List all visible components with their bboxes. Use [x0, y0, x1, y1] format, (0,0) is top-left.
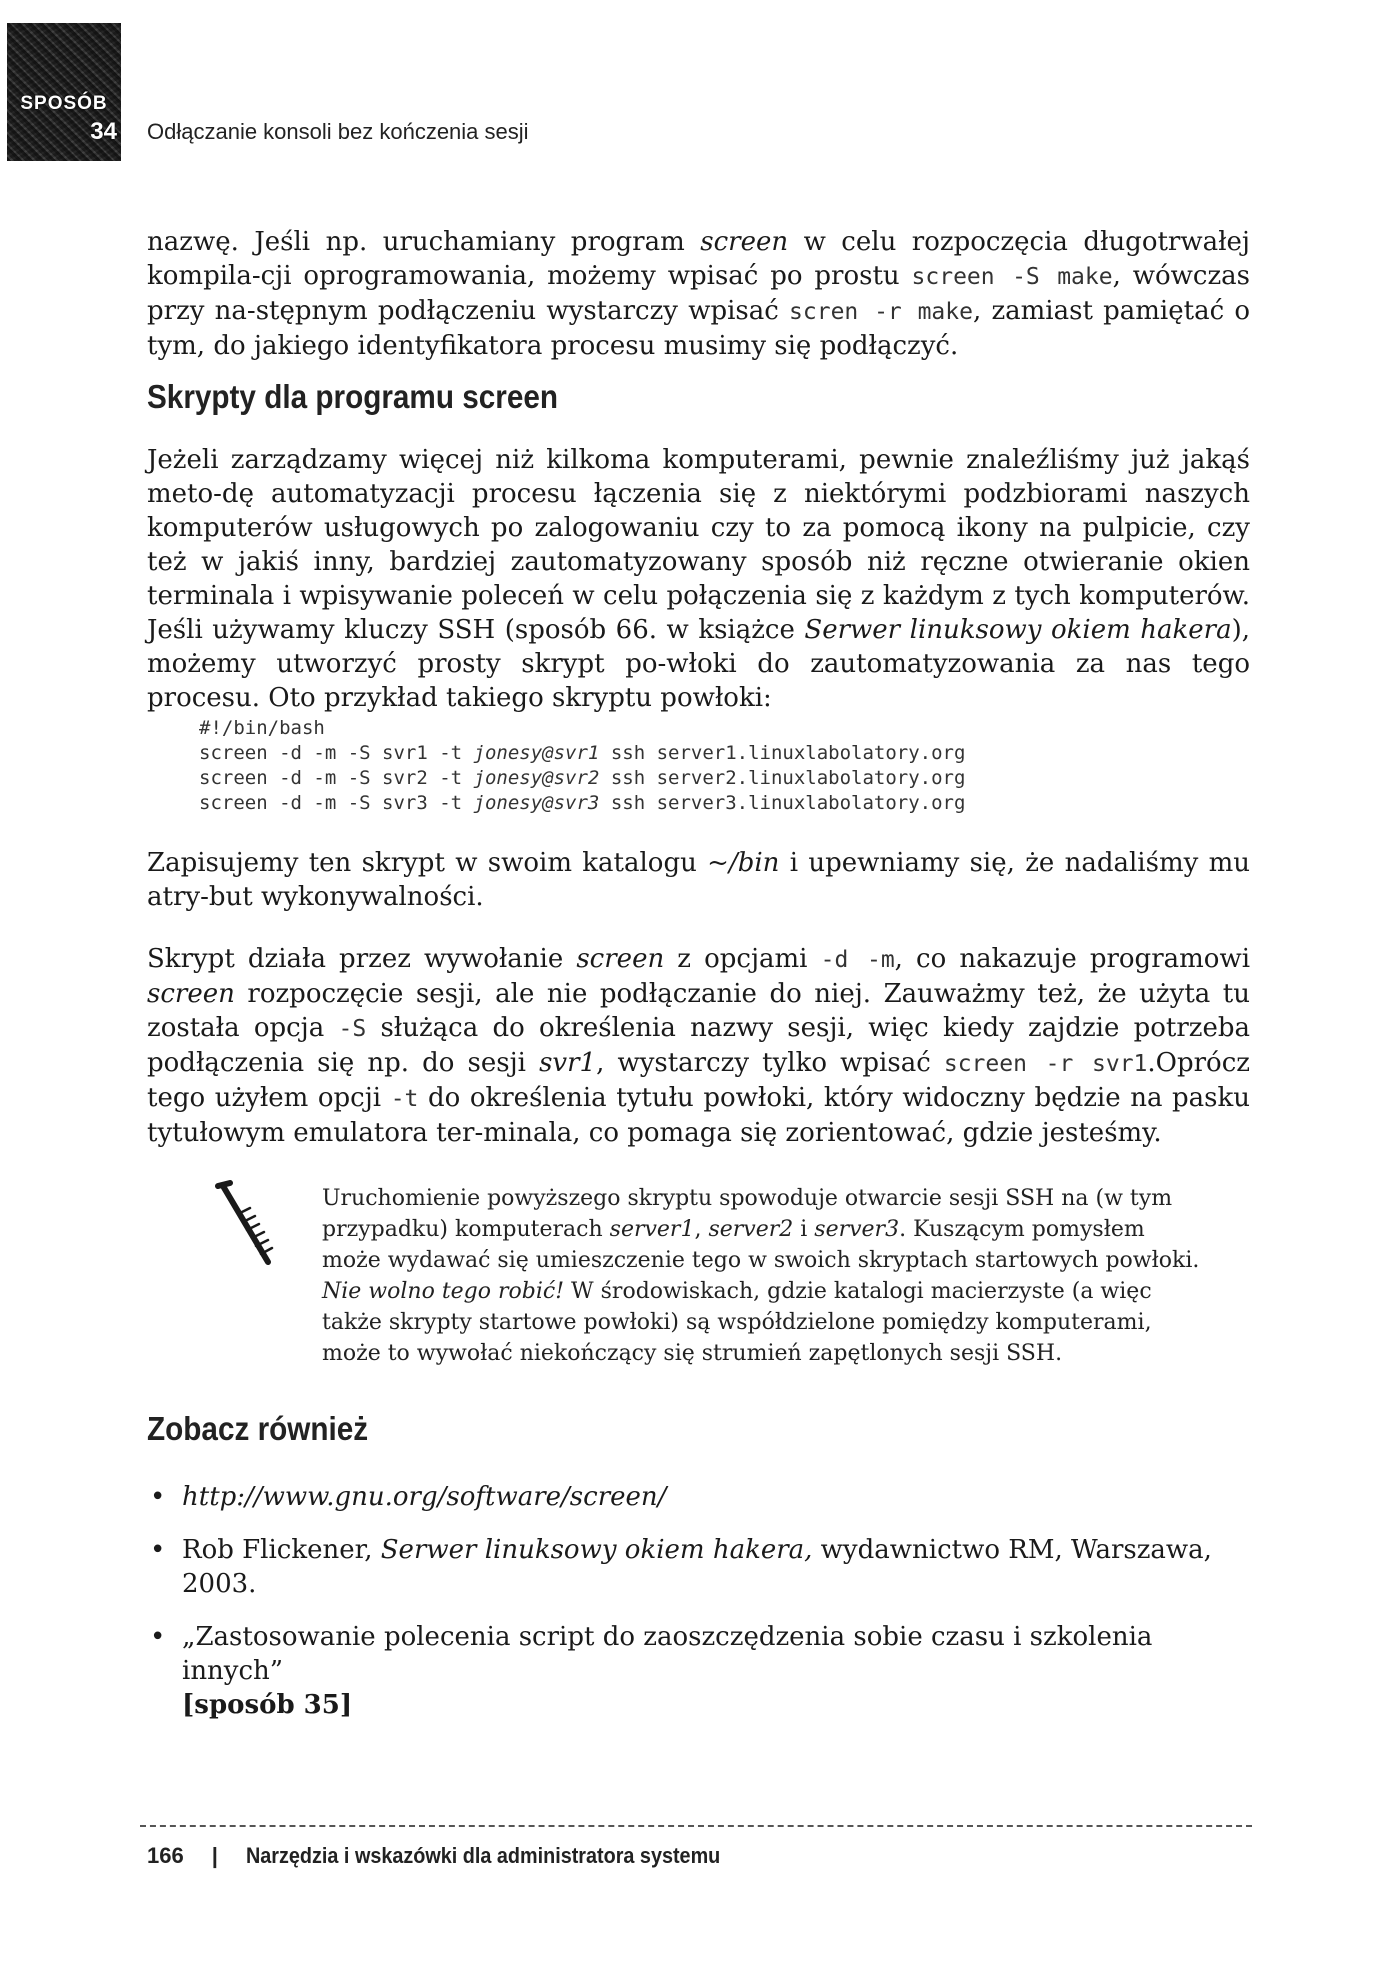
text-run: ), możemy utworzyć prosty skrypt po-włoki do zautomatyzowania za nas tego procesu. Oto przykład takiego skryptu powłoki:	[147, 615, 1250, 713]
save-script-paragraph	[147, 846, 1250, 914]
badge-number: 34	[90, 118, 117, 145]
reference-link[interactable]: http://www.gnu.org/software/screen/	[182, 1482, 667, 1512]
italic-run: server3	[814, 1217, 900, 1242]
text-run: .Oprócz tego użyłem opcji	[147, 1048, 1250, 1113]
code-run: screen -r svr1	[943, 1051, 1148, 1077]
running-title: Odłączanie konsoli bez kończenia sesji	[147, 119, 529, 144]
text-run: Uruchomienie powyższego skryptu spowoduje otwarcie sesji SSH na (w tym przypadku) komputerach	[322, 1186, 1173, 1242]
code-line: screen -d -m -S svr2 -t jonesy@svr2 ssh server2.linuxlabolatory.org	[199, 767, 966, 789]
code-run: scren -r make	[789, 299, 973, 325]
text-run: z opcjami	[664, 944, 821, 974]
text-run: , wystarczy tylko wpisać	[596, 1048, 944, 1078]
page-number: 166	[147, 1843, 184, 1868]
code-run: -d -m	[820, 947, 895, 973]
text-run: i upewniamy się, że nadaliśmy mu atry-but wykonywalności.	[147, 848, 1251, 912]
footer-separator: |	[211, 1843, 218, 1868]
italic-run: server1	[609, 1217, 695, 1242]
text-run: do określenia tytułu powłoki, który widoczny będzie na pasku tytułowym emulatora ter-minala, co pomaga się zorientować, gdzie jesteśmy.	[147, 1083, 1251, 1148]
text-run: „Zastosowanie polecenia script do zaoszczędzenia sobie czasu i szkolenia innych”	[182, 1622, 1153, 1686]
list-item	[150, 1533, 1250, 1601]
cross-reference[interactable]: [sposób 35]	[182, 1690, 353, 1720]
code-line: screen -d -m -S svr3 -t jonesy@svr3 ssh server3.linuxlabolatory.org	[199, 792, 966, 814]
code-line: screen -d -m -S svr1 -t jonesy@svr1 ssh server1.linuxlabolatory.org	[199, 742, 966, 764]
code-run: -t	[390, 1086, 419, 1112]
badge-label: SPOSÓB	[20, 93, 108, 114]
text-run: i	[793, 1217, 815, 1242]
text-run: , co nakazuje programowi	[894, 944, 1251, 974]
code-run: -S	[338, 1016, 367, 1042]
italic-run: ~/bin	[707, 848, 780, 878]
italic-run: svr1	[539, 1048, 597, 1078]
text-run: wydawnictwo RM, Warszawa, 2003.	[182, 1535, 1212, 1599]
list-item	[150, 1480, 1250, 1514]
warning-note	[322, 1183, 1202, 1369]
code-listing	[199, 716, 965, 816]
text-run: ,	[694, 1217, 709, 1242]
bullet: •	[150, 1482, 166, 1512]
section-heading-screen-scripts: Skrypty dla programu screen	[147, 378, 559, 415]
section-heading-see-also: Zobacz również	[147, 1410, 369, 1447]
text-run: W środowiskach, gdzie katalogi macierzyste (a więc także skrypty startowe powłoki) są współdzielone pomiędzy komputerami, może to wywołać niekończący się strumień zapętlonych sesji SSH.	[322, 1279, 1152, 1366]
hack-badge	[7, 23, 121, 161]
book-title: Serwer linuksowy okiem hakera,	[380, 1535, 813, 1565]
italic-run: screen	[700, 227, 789, 257]
text-run: służąca do określenia nazwy sesji, więc kiedy zajdzie potrzeba podłączenia się np. do sesji	[147, 1013, 1250, 1078]
explanation-paragraph	[147, 942, 1250, 1150]
italic-run: Nie wolno tego robić!	[322, 1279, 565, 1304]
code-line: #!/bin/bash	[199, 717, 325, 739]
code-run: screen -S make	[911, 264, 1113, 290]
text-run: Skrypt działa przez wywołanie	[147, 944, 577, 974]
text-run: w celu rozpoczęcia długotrwałej kompila-cji oprogramowania, możemy wpisać po prostu	[147, 227, 1250, 291]
italic-run: Serwer linuksowy okiem hakera	[804, 615, 1232, 645]
text-run: nazwę. Jeśli np. uruchamiany program	[147, 227, 701, 257]
italic-run: screen	[147, 979, 235, 1009]
text-run: Jeżeli zarządzamy więcej niż kilkoma komputerami, pewnie znaleźliśmy już jakąś meto-dę automatyzacji procesu łączenia się z niektórymi podzbiorami naszych komputerów usługowych po zalogowaniu czy to za pomocą ikony na pulpicie, czy też w jakiś inny, bardziej zautomatyzowany sposób niż ręczne otwieranie okien terminala i wpisywanie poleceń w celu połączenia się z każdym z tych komputerów. Jeśli używamy kluczy SSH (sposób 66. w książce	[147, 445, 1250, 645]
text-run: , zamiast pamiętać o tym, do jakiego identyfikatora procesu musimy się podłączyć.	[147, 296, 1251, 361]
intro-paragraph	[147, 225, 1250, 363]
see-also-list	[150, 1480, 1250, 1741]
book-title-footer: Narzędzia i wskazówki dla administratora systemu	[245, 1843, 721, 1868]
text-run: Rob Flickener,	[182, 1535, 381, 1565]
bullet: •	[150, 1535, 166, 1565]
text-run: . Kuszącym pomysłem może wydawać się umieszczenie tego w swoich skryptach startowych powłoki.	[322, 1217, 1200, 1273]
text-run: , wówczas przy na-stępnym podłączeniu wystarczy wpisać	[147, 261, 1251, 326]
italic-run: server2	[708, 1217, 794, 1242]
scripts-paragraph	[147, 443, 1250, 715]
bullet: •	[150, 1622, 166, 1652]
text-run: Zapisujemy ten skrypt w swoim katalogu	[147, 848, 708, 878]
list-item	[150, 1620, 1250, 1722]
screw-icon	[210, 1180, 280, 1270]
footer-rule	[140, 1825, 1252, 1827]
page-footer	[147, 1843, 773, 1869]
text-run: rozpoczęcie sesji, ale nie podłączanie do niej. Zauważmy też, że użyta tu została opcja	[147, 979, 1250, 1043]
italic-run: screen	[576, 944, 665, 974]
